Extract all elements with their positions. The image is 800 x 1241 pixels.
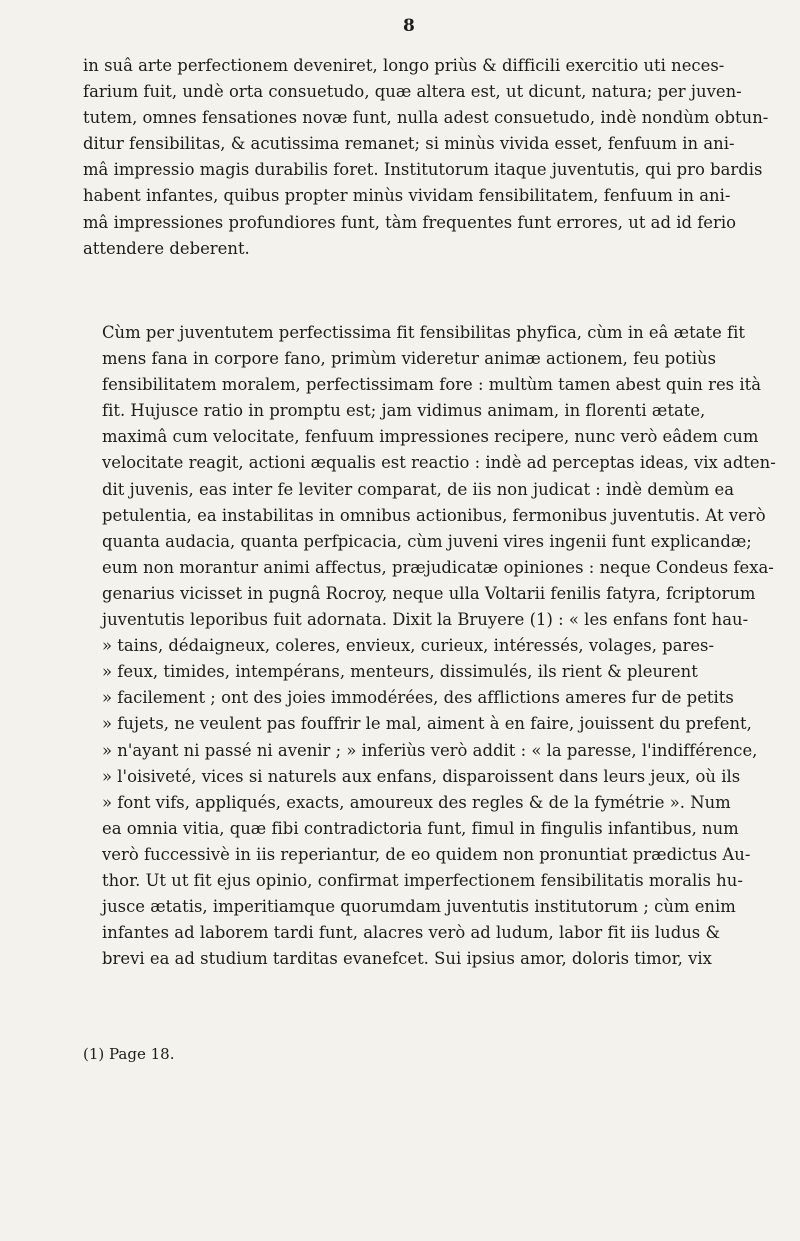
text-line: Cùm per juventutem perfectissima fit fensibilitas phyfica, cùm in eâ ætate fit [102, 323, 745, 342]
paragraph-1 [83, 53, 795, 262]
text-line: fensibilitatem moralem, perfectissimam fore : multùm tamen abest quin res ità [102, 375, 761, 395]
text-line: genarius vicisset in pugnâ Rocroy, neque ulla Voltarii fenilis fatyra, fcriptorum [102, 583, 756, 603]
text-line: infantes ad laborem tardi funt, alacres verò ad ludum, labor fit iis ludus & [102, 923, 721, 943]
text-line: ditur fensibilitas, & acutissima remanet; si minùs vivida esset, fenfuum in ani- [83, 134, 735, 154]
text-line: fit. Hujusce ratio in promptu est; jam vidimus animam, in florenti ætate, [102, 401, 706, 421]
text-line: farium fuit, undè orta consuetudo, quæ altera est, ut dicunt, natura; per juven- [83, 82, 742, 102]
text-line: maximâ cum velocitate, fenfuum impressiones recipere, nunc verò eâdem cum [102, 427, 759, 447]
text-line: » facilement ; ont des joies immodérées, des afflictions ameres fur de petits [102, 688, 734, 708]
text-line: petulentia, ea instabilitas in omnibus actionibus, fermonibus juventutis. At verò [102, 505, 766, 525]
text-line: velocitate reagit, actioni æqualis est reactio : indè ad perceptas ideas, vix adten- [102, 453, 776, 473]
text-line: mâ impressiones profundiores funt, tàm frequentes funt errores, ut ad id ferio [83, 212, 737, 232]
text-line: » font vifs, appliqués, exacts, amoureux des regles & de la fymétrie ». Num [102, 792, 731, 812]
text-line: mâ impressio magis durabilis foret. Institutorum itaque juventutis, qui pro bardis [83, 160, 763, 180]
text-line: mens fana in corpore fano, primùm videretur animæ actionem, feu potiùs [102, 349, 716, 369]
text-line: verò fuccessivè in iis reperiantur, de eo quidem non pronuntiat prædictus Au- [102, 844, 751, 864]
text-line: » fujets, ne veulent pas fouffrir le mal, aiment à en faire, jouissent du prefent, [102, 714, 752, 734]
paragraph-2 [83, 320, 795, 972]
text-line: jusce ætatis, imperitiamque quorumdam juventutis institutorum ; cùm enim [102, 897, 736, 917]
text-line: in suâ arte perfectionem deveniret, longo priùs & difficili exercitio uti neces- [83, 56, 725, 75]
text-line: » l'oisiveté, vices si naturels aux enfans, disparoissent dans leurs jeux, où ils [102, 766, 741, 786]
text-line: ea omnia vitia, quæ fibi contradictoria funt, fimul in fingulis infantibus, num [102, 818, 739, 838]
text-line: » feux, timides, intempérans, menteurs, dissimulés, ils rient & pleurent [102, 662, 698, 682]
footnote: (1) Page 18. [83, 1045, 175, 1063]
text-line: juventutis leporibus fuit adornata. Dixit la Bruyere (1) : « les enfans font hau- [102, 610, 749, 630]
text-line: dit juvenis, eas inter fe leviter comparat, de iis non judicat : indè demùm ea [102, 479, 735, 499]
text-line: brevi ea ad studium tarditas evanefcet. Sui ipsius amor, doloris timor, vix [102, 949, 712, 969]
text-line: eum non morantur animi affectus, præjudicatæ opiniones : neque Condeus fexa- [102, 557, 774, 577]
text-line: tutem, omnes fensationes novæ funt, nulla adest consuetudo, indè nondùm obtun- [83, 108, 769, 128]
text-line: » n'ayant ni passé ni avenir ; » inferiùs verò addit : « la paresse, l'indifférence, [102, 740, 758, 760]
text-line: quanta audacia, quanta perfpicacia, cùm juveni vires ingenii funt explicandæ; [102, 531, 752, 551]
text-line: » tains, dédaigneux, coleres, envieux, curieux, intéressés, volages, pares- [102, 636, 715, 656]
text-line: thor. Ut ut fit ejus opinio, confirmat imperfectionem fensibilitatis moralis hu- [102, 870, 743, 890]
page-number: 8 [403, 16, 415, 36]
text-line: attendere deberent. [83, 238, 250, 258]
text-line: habent infantes, quibus propter minùs vividam fensibilitatem, fenfuum in ani- [83, 186, 731, 206]
